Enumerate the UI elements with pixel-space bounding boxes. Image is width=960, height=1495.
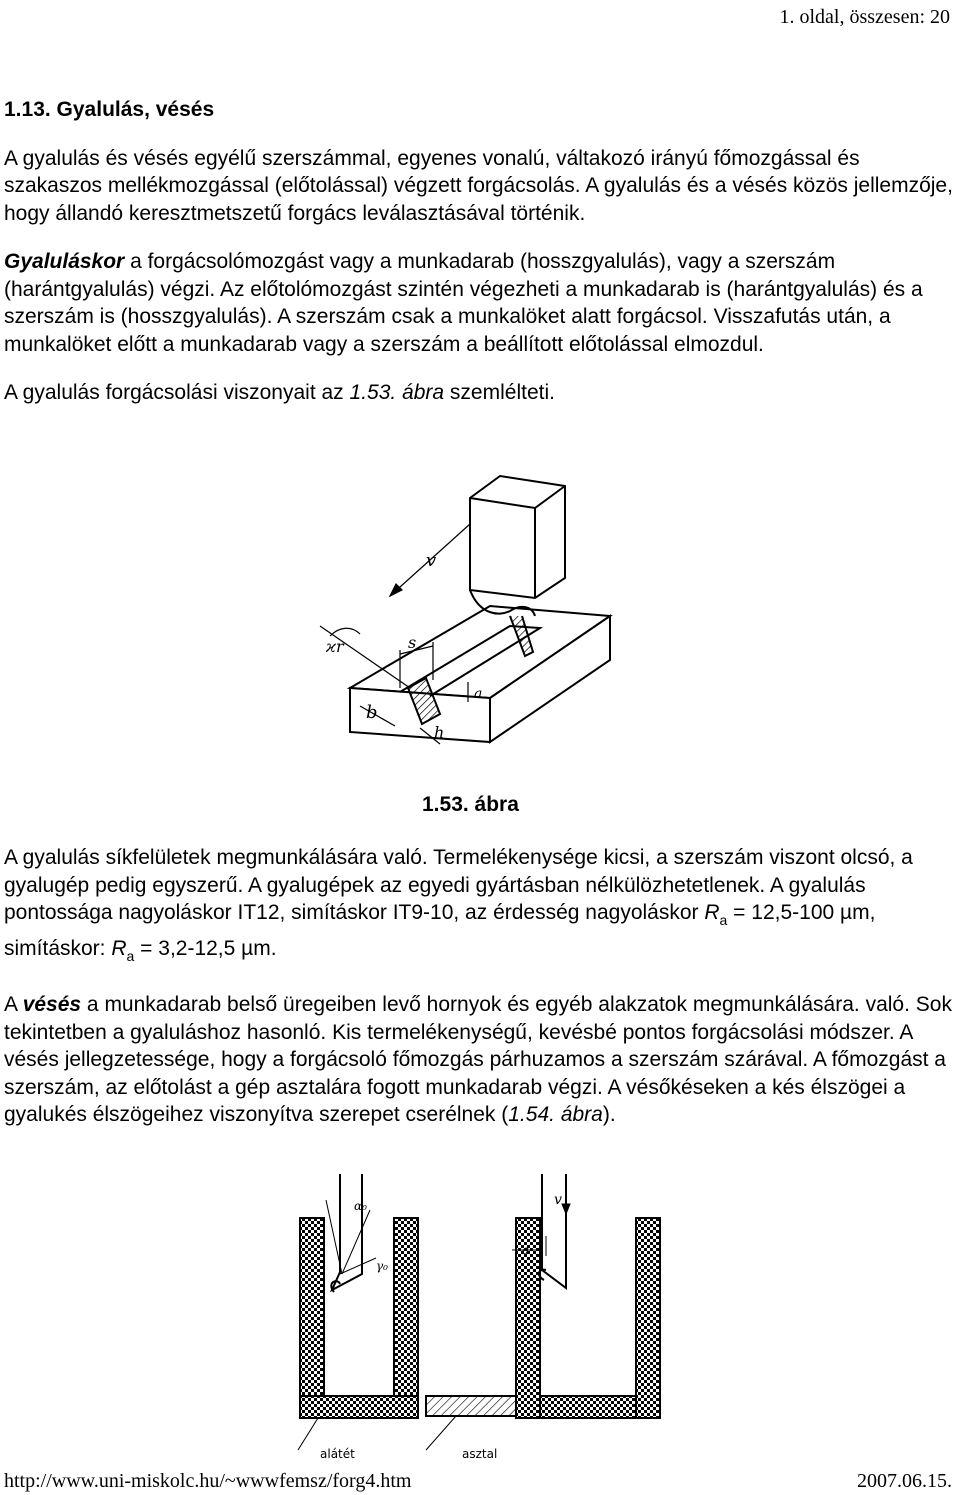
left-tool xyxy=(332,1174,362,1290)
label-v2: v xyxy=(554,1192,562,1208)
planing-diagram xyxy=(300,466,640,796)
symbol-R2-sub: a xyxy=(126,947,135,964)
label-gamma: γ₀ xyxy=(376,1259,388,1273)
gyalulas-use-text-3: = 3,2-12,5 µm. xyxy=(134,936,277,960)
label-alatet: alátét xyxy=(320,1447,355,1460)
tool-shank xyxy=(470,476,565,598)
right-wall-b xyxy=(636,1218,660,1418)
paragraph-veses xyxy=(4,991,960,1129)
label-asztal: asztal xyxy=(462,1447,498,1460)
veses-tail: ). xyxy=(602,1103,616,1126)
left-base xyxy=(300,1396,418,1418)
footer-date: 2007.06.15. xyxy=(857,1470,952,1492)
figure-ref-text: A gyalulás forgácsolási viszonyait az xyxy=(4,381,350,404)
gyalulas-use-text: A gyalulás síkfelületek megmunkálására való. Termelékenysége kicsi, a szerszám viszont olcsó, a gyalugép pedig egyszerű. A gyalugépek az egyedi gyártásban nélkülözhetetlenek. A gyalulás pontossága nagyoláskor IT12, simításkor IT9-10, az érdesség nagyoláskor xyxy=(4,846,913,924)
secondary-content xyxy=(4,844,960,1150)
symbol-R2: R xyxy=(111,936,127,960)
term-veses: vésés xyxy=(22,993,82,1016)
slotting-diagram xyxy=(296,1170,676,1460)
gyalulas-use-text-2: = 12,5-100 µm, simításkor: xyxy=(4,901,876,960)
term-gyaluláskor: Gyaluláskor xyxy=(4,250,125,273)
label-v: v xyxy=(426,550,437,571)
paragraph-intro: A gyalulás és vésés egyélű szerszámmal, egyenes vonalú, váltakozó irányú főmozgással és szakaszos mellékmozgással (előtolással) végzett forgácsolás. A gyalulás és a vésés közös jellemzője, hogy állandó keresztmetszetű forgács leválasztásával történik. xyxy=(4,146,953,225)
label-kr: ϰr xyxy=(326,637,344,656)
paragraph-gyalulas-text: a forgácsolómozgást vagy a munkadarab (hosszgyalulás), vagy a szerszám (harántgyalulás) végzi. Az előtolómozgást szintén végezheti a munkadarab is (harántgyalulás) és a szerszám is (hosszgyalulás). A szerszám csak a munkalöket alatt forgácsol. Visszafutás után, a munkalöket előtt a munkadarab vagy a szerszám a beállított előtolással elmozdul. xyxy=(4,250,923,356)
section-title: 1.13. Gyalulás, vésés xyxy=(4,98,215,121)
label-b: b xyxy=(366,702,378,723)
veses-text: a munkadarab belső üregeiben levő hornyok és egyéb alakzatok megmunkálására. való. Sok tekintetben a gyaluláshoz hasonló. Kis termelékenységű, kevésbé pontos forgácsolási módszer. A vésés jellegzetessége, hogy a forgácsoló főmozgás párhuzamos a szerszám szárával. A főmozgást a szerszám, az előtolást a gép asztalára fogott munkadarab végzi. A vésőkéseken a kés élszögei a gyalukés élszögeihez viszonyítva szerepet cserélnek ( xyxy=(4,993,952,1126)
figure-ref-link: 1.53. ábra xyxy=(349,381,445,404)
main-content xyxy=(4,96,958,428)
paragraph-figure-ref xyxy=(4,379,958,407)
paragraph-gyalulas xyxy=(4,248,958,358)
veses-pre: A xyxy=(4,993,23,1016)
label-s: s xyxy=(408,633,417,652)
left-wall-a xyxy=(300,1218,324,1418)
page-header: 1. oldal, összesen: 20 xyxy=(779,6,950,28)
label-a: a xyxy=(474,686,483,702)
right-base xyxy=(540,1396,636,1418)
machine-table xyxy=(426,1396,516,1416)
footer-url: http://www.uni-miskolc.hu/~wwwfemsz/forg4.htm xyxy=(4,1470,412,1492)
left-wall-b xyxy=(394,1218,418,1396)
figure-ref-1-54: 1.54. ábra xyxy=(508,1103,603,1126)
figure-ref-tail: szemlélteti. xyxy=(444,381,555,404)
label-a2: a xyxy=(522,1243,530,1257)
symbol-R1-sub: a xyxy=(719,912,728,928)
paragraph-gyalulas-use xyxy=(4,844,960,970)
symbol-R1: R xyxy=(704,901,720,924)
figure-caption-1-53: 1.53. ábra xyxy=(422,793,519,816)
label-h: h xyxy=(434,723,445,742)
label-alpha: α₀ xyxy=(354,1199,367,1213)
